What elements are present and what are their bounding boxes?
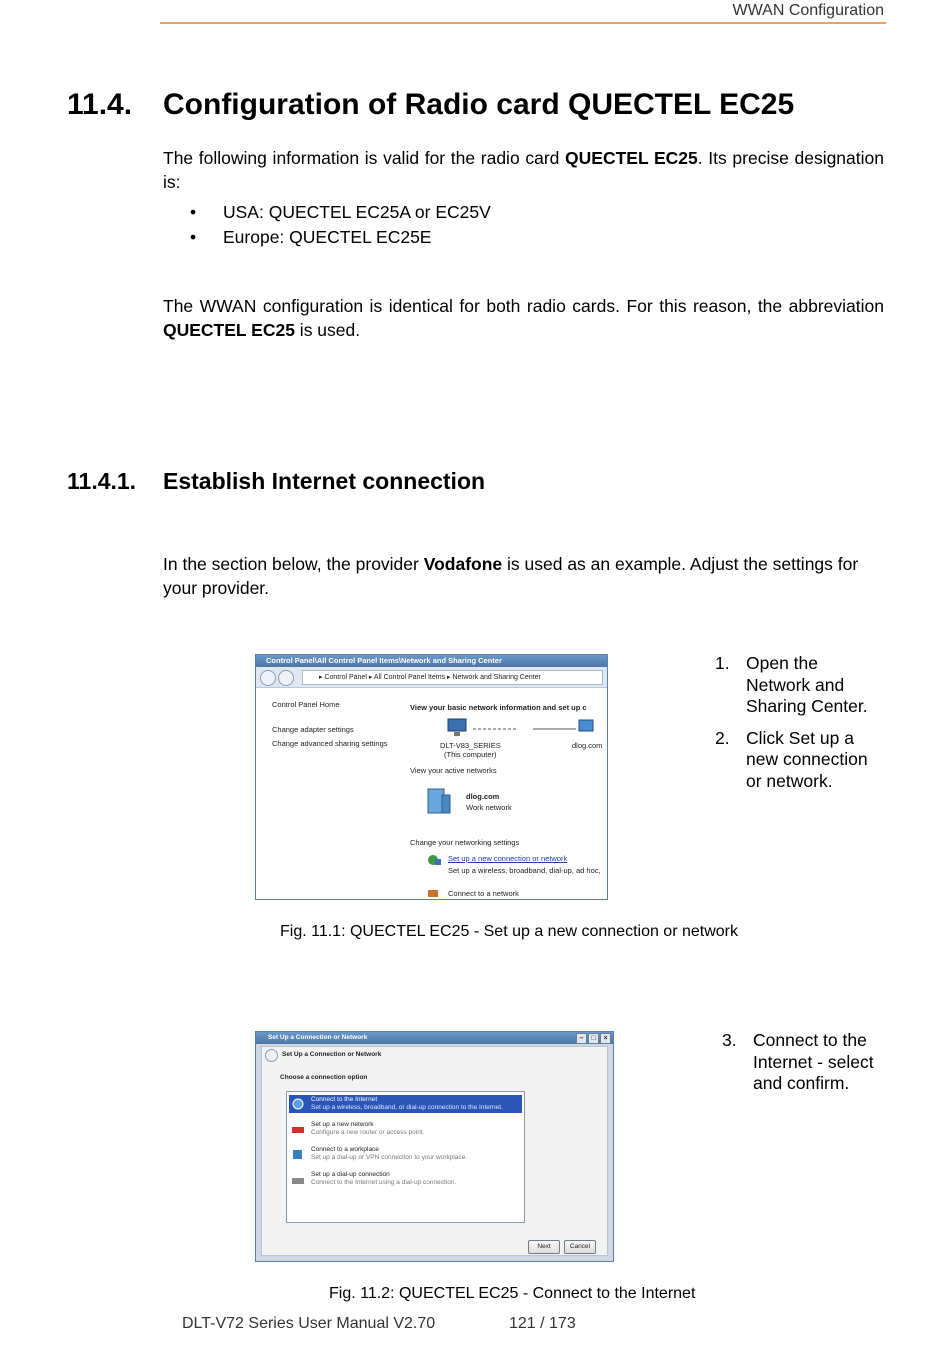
- control-panel-home-link: Control Panel Home: [272, 700, 340, 709]
- subsection-heading: [67, 468, 485, 495]
- setup-connection-icon: [426, 853, 442, 867]
- active-network-name: dlog.com: [466, 792, 500, 801]
- list-item: • USA: QUECTEL EC25A or EC25V: [190, 202, 491, 222]
- dialog-breadcrumb: Set Up a Connection or Network: [282, 1051, 382, 1058]
- footer-page-number: 121 / 173: [509, 1315, 576, 1332]
- subsection-title: Establish Internet connection: [163, 468, 486, 494]
- change-sharing-link: Change advanced sharing settings: [272, 739, 388, 748]
- setup-connection-desc: Set up a wireless, broadband, dial-up, ad hoc,: [448, 866, 601, 875]
- designation-list: [190, 200, 491, 250]
- option-dialup[interactable]: Set up a dial-up connection Connect to the Internet using a dial-up connection.: [289, 1170, 522, 1188]
- list-item: • Europe: QUECTEL EC25E: [190, 227, 432, 247]
- list-item: 2. Click Set up a new connection or network.: [715, 727, 868, 791]
- connect-network-link: Connect to a network: [448, 889, 519, 898]
- cancel-button[interactable]: Cancel: [564, 1240, 596, 1254]
- connect-network-icon: [426, 887, 442, 899]
- active-networks-label: View your active networks: [410, 766, 497, 775]
- figure-network-sharing-center: [255, 654, 608, 900]
- maximize-icon[interactable]: □: [588, 1033, 599, 1044]
- address-bar: [256, 667, 607, 688]
- network-right-label: dlog.com: [572, 741, 603, 750]
- option-new-network[interactable]: Set up a new network Configure a new router or access point.: [289, 1120, 522, 1138]
- section-number: 11.4.: [67, 88, 133, 121]
- dialog-body: [261, 1046, 608, 1256]
- active-network-type: Work network: [466, 803, 512, 812]
- close-icon[interactable]: ×: [600, 1033, 611, 1044]
- footer-manual: DLT-V72 Series User Manual V2.70: [182, 1315, 436, 1332]
- building-icon: [424, 783, 454, 815]
- network-icon: [576, 717, 596, 737]
- computer-sub: (This computer): [444, 750, 497, 759]
- provider-name: Vodafone: [423, 554, 503, 574]
- subsection-number: 11.4.1.: [67, 468, 137, 494]
- computer-icon: [446, 717, 468, 739]
- option-connect-internet[interactable]: Connect to the Internet Set up a wireless, broadband, or dial-up connection to the Internet.: [289, 1095, 522, 1113]
- back-icon: [260, 670, 276, 686]
- section-title: Configuration of Radio card QUECTEL EC25: [163, 88, 795, 121]
- address-path: ▸ Control Panel ▸ All Control Panel Items ▸ Network and Sharing Center: [302, 670, 603, 685]
- dialog-prompt: Choose a connection option: [280, 1074, 368, 1081]
- back-icon: [265, 1049, 278, 1062]
- provider-paragraph: In the section below, the provider Vodafone is used as an example. Adjust the settings for your provider.: [163, 554, 859, 598]
- running-header: WWAN Configuration: [732, 2, 884, 19]
- section-heading: [67, 88, 794, 122]
- workplace-icon: [291, 1148, 305, 1160]
- forward-icon: [278, 670, 294, 686]
- figure2-caption: Fig. 11.2: QUECTEL EC25 - Connect to the Internet: [329, 1285, 696, 1302]
- change-settings-label: Change your networking settings: [410, 838, 520, 847]
- figure-connection-dialog: [255, 1031, 614, 1262]
- phone-icon: [291, 1173, 305, 1185]
- next-button[interactable]: Next: [528, 1240, 560, 1254]
- list-item: 3. Connect to the Internet - select and confirm.: [722, 1030, 874, 1093]
- header-rule: [160, 22, 886, 24]
- globe-icon: [291, 1098, 305, 1110]
- window-title: Control Panel\All Control Panel Items\Network and Sharing Center: [256, 655, 607, 667]
- router-icon: [291, 1123, 305, 1135]
- connection-options: [286, 1091, 525, 1223]
- steps-list-bottom: [722, 1030, 882, 1105]
- connection-line-icon: [471, 725, 581, 733]
- minimize-icon[interactable]: –: [576, 1033, 587, 1044]
- change-adapter-link: Change adapter settings: [272, 725, 354, 734]
- option-workplace[interactable]: Connect to a workplace Set up a dial-up or VPN connection to your workplace.: [289, 1145, 522, 1163]
- figure1-caption: Fig. 11.1: QUECTEL EC25 - Set up a new connection or network: [280, 923, 738, 940]
- dialog-title: Set Up a Connection or Network – □ ×: [256, 1032, 613, 1044]
- computer-name: DLT-V83_SERIES: [440, 741, 501, 750]
- setup-connection-link[interactable]: Set up a new connection or network: [448, 854, 568, 863]
- list-item: 1. Open the Network and Sharing Center.: [715, 653, 868, 716]
- intro-paragraph: The following information is valid for the radio card QUECTEL EC25. Its precise designation is:: [163, 148, 884, 192]
- card-name: QUECTEL EC25: [565, 148, 698, 168]
- basic-info-heading: View your basic network information and set up c: [410, 703, 587, 712]
- steps-list-top: [715, 653, 875, 802]
- note-paragraph: The WWAN configuration is identical for both radio cards. For this reason, the abbreviation QUECTEL EC25 is used.: [163, 296, 884, 340]
